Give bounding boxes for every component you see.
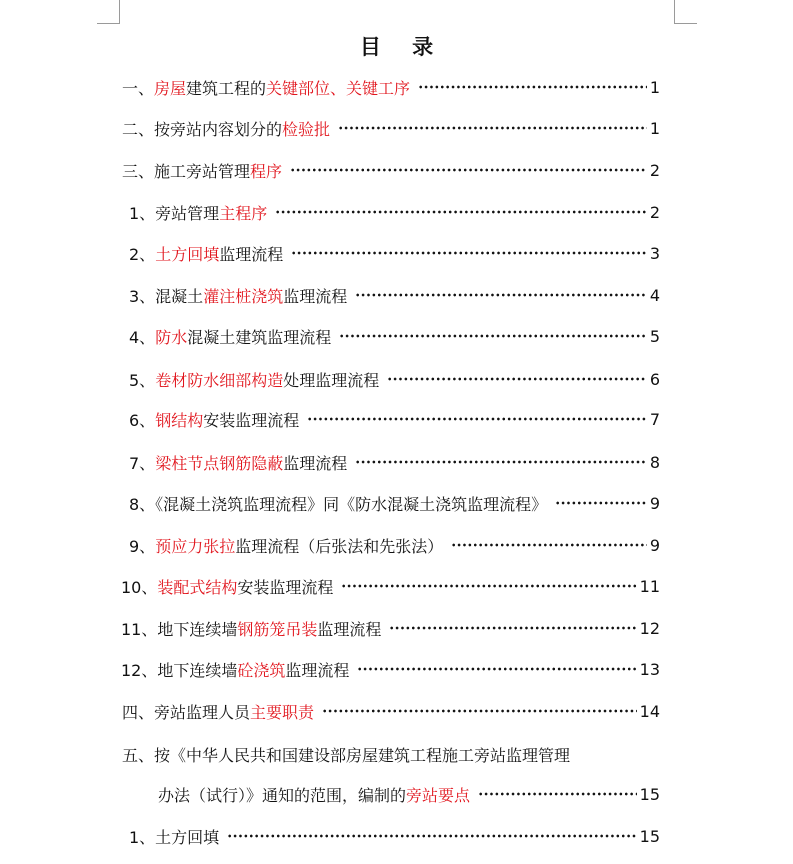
toc-entry[interactable] [129, 823, 660, 849]
toc-text: 监理流程 [317, 619, 382, 639]
toc-entry[interactable] [122, 157, 660, 183]
toc-entry-title [121, 575, 333, 598]
toc-highlight-text: 关键部位、关键工序 [266, 78, 411, 98]
toc-page-number: 5 [649, 326, 660, 346]
toc-text: 10、 [121, 577, 158, 597]
toc-text: 办法（试行）》通知的范围，编制的 [158, 785, 407, 805]
toc-highlight-text: 检验批 [282, 119, 331, 139]
toc-text: 7、 [129, 453, 156, 473]
toc-entry-title [129, 284, 347, 307]
toc-highlight-text: 卷材防水细部构造 [155, 370, 284, 390]
toc-page-number: 12 [639, 618, 660, 638]
toc-page-number: 4 [649, 285, 660, 305]
toc-highlight-text: 主要职责 [250, 702, 315, 722]
toc-entry-title [129, 451, 347, 474]
toc-page-number: 2 [649, 202, 660, 222]
toc-entry-title [129, 825, 219, 848]
dot-leader [227, 834, 636, 838]
toc-text: 四、旁站监理人员 [122, 702, 251, 722]
dot-leader [339, 334, 647, 338]
toc-text: 1、旁站管理 [129, 203, 220, 223]
dot-leader [291, 251, 647, 255]
toc-text: 安装监理流程 [203, 410, 300, 430]
toc-page-number: 1 [649, 118, 660, 138]
dot-leader [418, 85, 647, 89]
toc-text: 4、 [129, 327, 156, 347]
dot-leader [275, 210, 647, 214]
toc-entry[interactable] [121, 573, 660, 599]
toc-entry-title [129, 325, 331, 348]
toc-entry-title [122, 76, 410, 99]
toc-highlight-text: 土方回填 [155, 244, 220, 264]
toc-page-number: 7 [649, 409, 660, 429]
toc-highlight-text: 主程序 [219, 203, 268, 223]
toc-text: 二、按旁站内容划分的 [122, 119, 283, 139]
toc-page-number: 1 [649, 77, 660, 97]
toc-text: 监理流程 [283, 453, 348, 473]
toc-page-number: 11 [639, 576, 660, 596]
dot-leader [357, 667, 636, 671]
dot-leader [389, 626, 636, 630]
toc-entry[interactable] [129, 490, 660, 516]
toc-entry-title [121, 658, 349, 681]
dot-leader [338, 126, 647, 130]
toc-text: 监理流程 [285, 660, 350, 680]
dot-leader [290, 168, 647, 172]
toc-highlight-text: 梁柱节点钢筋隐蔽 [155, 453, 284, 473]
toc-entry[interactable] [122, 698, 660, 724]
toc-entry[interactable] [129, 449, 660, 475]
dot-leader [322, 709, 637, 713]
toc-page-number: 15 [639, 826, 660, 846]
toc-text: 12、地下连续墙 [121, 660, 238, 680]
toc-entry[interactable] [129, 532, 660, 558]
toc-highlight-text: 程序 [250, 161, 283, 181]
page-title: 目 录 [359, 35, 446, 59]
toc-text: 监理流程（后张法和先张法） [235, 536, 444, 556]
toc-page-number: 14 [639, 701, 660, 721]
toc-text: 9、 [129, 536, 156, 556]
toc-entry-wrapped-first-line[interactable]: 五、按《中华人民共和国建设部房屋建筑工程施工旁站监理管理 [122, 745, 571, 765]
crop-mark-top-left-horizontal [97, 23, 120, 24]
toc-text: 3、混凝土 [129, 286, 204, 306]
dot-leader [307, 417, 647, 421]
toc-text: 安装监理流程 [237, 577, 334, 597]
crop-mark-top-right-horizontal [674, 23, 697, 24]
toc-entry-title [122, 117, 330, 140]
toc-entry-title [121, 617, 381, 640]
toc-page-number: 2 [649, 160, 660, 180]
toc-text: 处理监理流程 [283, 370, 380, 390]
toc-page-number: 9 [649, 493, 660, 513]
toc-page-number: 15 [639, 784, 660, 804]
toc-entry[interactable] [122, 74, 660, 100]
dot-leader [341, 584, 636, 588]
dot-leader [555, 501, 647, 505]
crop-mark-top-left-vertical [119, 0, 120, 24]
toc-highlight-text: 钢结构 [155, 410, 204, 430]
crop-mark-top-right-vertical [674, 0, 675, 24]
toc-highlight-text: 房屋 [154, 78, 187, 98]
toc-highlight-text: 旁站要点 [406, 785, 471, 805]
toc-entry[interactable] [129, 323, 660, 349]
toc-text: 8、《混凝土浇筑监理流程》同《防水混凝土浇筑监理流程》 [129, 494, 548, 514]
toc-entry[interactable] [129, 240, 660, 266]
toc-highlight-text: 防水 [155, 327, 188, 347]
toc-text: 一、 [122, 78, 155, 98]
toc-page-number: 6 [649, 369, 660, 389]
toc-entry[interactable] [129, 282, 660, 308]
toc-entry[interactable] [121, 656, 660, 682]
toc-highlight-text: 钢筋笼吊装 [237, 619, 318, 639]
toc-text: 2、 [129, 244, 156, 264]
toc-entry[interactable] [129, 366, 660, 392]
dot-leader [451, 543, 647, 547]
toc-entry-title [129, 201, 267, 224]
toc-entry-title [129, 408, 299, 431]
toc-text: 三、施工旁站管理 [122, 161, 251, 181]
toc-entry[interactable] [122, 115, 660, 141]
toc-page-number: 3 [649, 243, 660, 263]
toc-entry[interactable] [158, 781, 660, 807]
toc-highlight-text: 装配式结构 [157, 577, 238, 597]
toc-entry-title [122, 159, 282, 182]
toc-entry-title [129, 534, 443, 557]
toc-highlight-text: 砼浇筑 [237, 660, 286, 680]
toc-text: 1、土方回填 [129, 827, 220, 847]
toc-entry-title [129, 368, 379, 391]
toc-page-number: 9 [649, 535, 660, 555]
toc-entry[interactable] [121, 615, 660, 641]
toc-text: 建筑工程的 [186, 78, 267, 98]
toc-text: 11、地下连续墙 [121, 619, 238, 639]
toc-text: 混凝土建筑监理流程 [187, 327, 332, 347]
toc-entry-title [122, 700, 314, 723]
toc-entry[interactable] [129, 199, 660, 225]
toc-page-number: 8 [649, 452, 660, 472]
toc-text: 监理流程 [219, 244, 284, 264]
toc-highlight-text: 预应力张拉 [155, 536, 236, 556]
toc-text: 5、 [129, 370, 156, 390]
toc-page-number: 13 [639, 659, 660, 679]
toc-entry[interactable] [129, 406, 660, 432]
dot-leader [355, 460, 647, 464]
toc-text: 监理流程 [283, 286, 348, 306]
dot-leader [387, 377, 647, 381]
toc-entry-title [129, 242, 283, 265]
dot-leader [355, 293, 647, 297]
toc-text: 6、 [129, 410, 156, 430]
toc-entry-title [129, 492, 547, 515]
toc-highlight-text: 灌注桩浇筑 [203, 286, 284, 306]
toc-entry-title [158, 783, 470, 806]
dot-leader [478, 792, 637, 796]
